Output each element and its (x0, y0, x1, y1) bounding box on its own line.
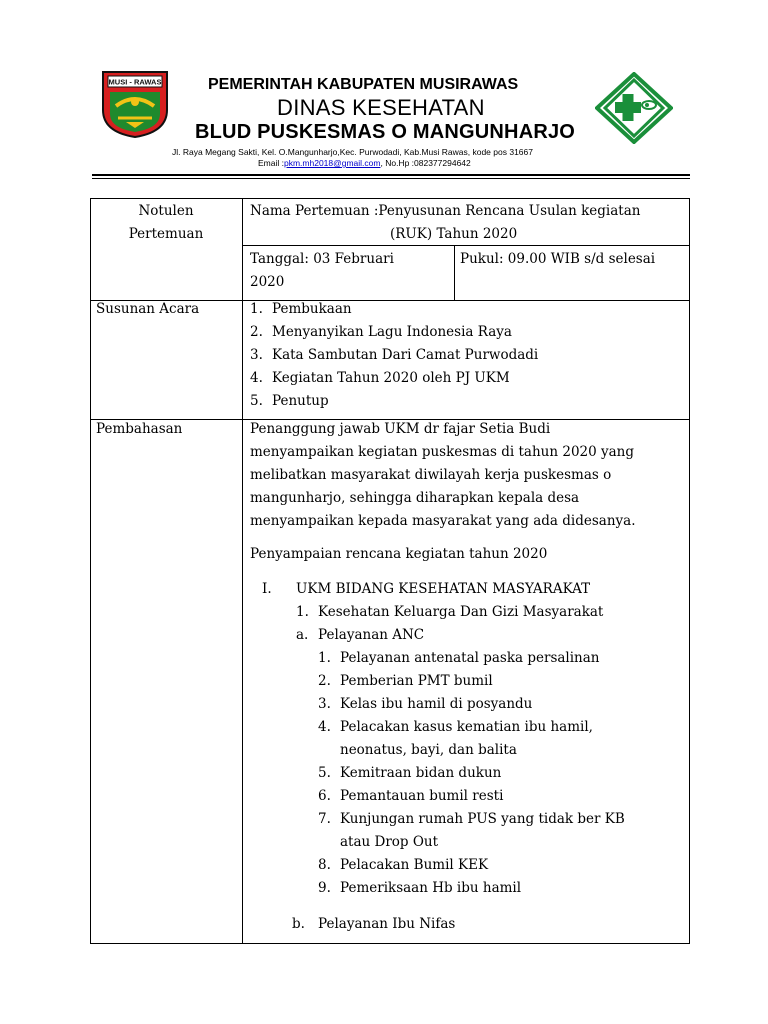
meeting-title-line: (RUK) Tahun 2020 (390, 226, 518, 242)
subsection-number: 1. (296, 604, 309, 620)
anc-item-text: Kemitraan bidan dukun (340, 765, 502, 781)
agenda-list (250, 298, 538, 413)
agenda-item-number: 2. (250, 324, 263, 340)
anc-item (318, 716, 625, 739)
anc-item-text: Pemeriksaan Hb ibu hamil (340, 880, 522, 896)
agenda-item-text: Penutup (272, 393, 329, 409)
discussion-line: menyampaikan kepada masyarakat yang ada didesanya. (250, 513, 636, 529)
agenda-item-number: 4. (250, 370, 263, 386)
anc-item-number: 3. (318, 696, 331, 712)
anc-item (318, 854, 625, 877)
anc-item-text: atau Drop Out (340, 834, 439, 850)
anc-item-text: neonatus, bayi, dan balita (340, 742, 517, 758)
phone-text: , No.Hp :082377294642 (380, 158, 471, 168)
anc-item (318, 762, 625, 785)
meeting-time: Pukul: 09.00 WIB s/d selesai (460, 251, 656, 267)
section-number: I. (262, 581, 272, 597)
header-line-puskesmas: BLUD PUSKESMAS O MANGUNHARJO (195, 121, 576, 143)
section-heading (262, 578, 590, 601)
discussion-line: menyampaikan kegiatan puskesmas di tahun 2020 yang (250, 444, 635, 460)
agenda-item-text: Menyanyikan Lagu Indonesia Raya (272, 324, 512, 340)
table-divider (242, 198, 243, 944)
anc-item (318, 785, 625, 808)
anc-item-text: Kelas ibu hamil di posyandu (340, 696, 533, 712)
discussion-lines (250, 418, 636, 533)
discussion-subheading: Penyampaian rencana kegiatan tahun 2020 (250, 546, 548, 562)
agenda-item (250, 390, 538, 413)
anc-item-text: Pelayanan antenatal paska persalinan (340, 650, 600, 666)
meeting-date (250, 248, 394, 294)
subitem-b-title: Pelayanan Ibu Nifas (318, 916, 456, 932)
subsection-title: Kesehatan Keluarga Dan Gizi Masyarakat (318, 604, 604, 620)
anc-item-number: 1. (318, 650, 331, 666)
header-line-agency: DINAS KESEHATAN (277, 95, 485, 120)
anc-item (318, 693, 625, 716)
header-rule-thick (92, 174, 690, 176)
anc-item-number: 5. (318, 765, 331, 781)
anc-item-number: 6. (318, 788, 331, 804)
anc-item (318, 808, 625, 831)
header-line-government: PEMERINTAH KABUPATEN MUSIRAWAS (208, 76, 519, 93)
anc-item-text: Kunjungan rumah PUS yang tidak ber KB (340, 811, 625, 827)
agenda-item-number: 3. (250, 347, 263, 363)
anc-item-text: Pelacakan kasus kematian ibu hamil, (340, 719, 593, 735)
anc-item-number: 7. (318, 811, 331, 827)
anc-item (318, 647, 625, 670)
email-link[interactable]: pkm.mh2018@gmail.com (283, 158, 381, 168)
anc-item (318, 877, 625, 900)
label-pembahasan: Pembahasan (96, 421, 183, 437)
label-susunan-acara: Susunan Acara (96, 301, 200, 317)
subitem-a-heading (296, 624, 424, 647)
agenda-item-number: 1. (250, 301, 263, 317)
agenda-item-number: 5. (250, 393, 263, 409)
anc-item-text: Pemberian PMT bumil (340, 673, 493, 689)
header-contact (258, 158, 471, 168)
subitem-b-letter: b. (292, 916, 305, 932)
label-line: Pertemuan (128, 226, 204, 242)
label-notulen (90, 200, 242, 246)
musi-rawas-emblem-icon (100, 70, 170, 138)
email-label: Email : (258, 158, 284, 168)
subitem-a-letter: a. (296, 627, 309, 643)
meeting-title (250, 200, 682, 246)
anc-item (318, 831, 625, 854)
anc-items (318, 647, 625, 900)
subitem-a-title: Pelayanan ANC (318, 627, 425, 643)
emblem-banner-text: MUSI - RAWAS (108, 77, 162, 87)
anc-item-number: 8. (318, 857, 331, 873)
discussion-line: Penanggung jawab UKM dr fajar Setia Budi (250, 421, 551, 437)
anc-item-number: 4. (318, 719, 331, 735)
letterhead (0, 0, 768, 180)
date-line: Tanggal: 03 Februari (250, 251, 394, 267)
agenda-item-text: Kata Sambutan Dari Camat Purwodadi (272, 347, 539, 363)
agenda-item (250, 298, 538, 321)
header-address: Jl. Raya Megang Sakti, Kel. O.Mangunharjo,Kec. Purwodadi, Kab.Musi Rawas, kode pos 31667 (172, 147, 533, 157)
meeting-title-line: Nama Pertemuan :Penyusunan Rencana Usulan kegiatan (250, 203, 641, 219)
agenda-item-text: Kegiatan Tahun 2020 oleh PJ UKM (272, 370, 510, 386)
label-line: Notulen (138, 203, 194, 219)
discussion-line: melibatkan masyarakat diwilayah kerja puskesmas o (250, 467, 612, 483)
agenda-item-text: Pembukaan (272, 301, 352, 317)
puskesmas-logo-icon (595, 72, 673, 144)
anc-item (318, 670, 625, 693)
anc-item-text: Pemantauan bumil resti (340, 788, 504, 804)
anc-item-number: 9. (318, 880, 331, 896)
agenda-items (250, 298, 538, 413)
date-line: 2020 (250, 274, 285, 290)
anc-item-number: 2. (318, 673, 331, 689)
agenda-item (250, 344, 538, 367)
discussion-paragraph (250, 418, 636, 533)
agenda-item (250, 321, 538, 344)
subitem-b-heading (292, 913, 455, 936)
subsection-heading (296, 601, 603, 624)
anc-item-text: Pelacakan Bumil KEK (340, 857, 489, 873)
header-rule-thin (92, 178, 690, 179)
anc-list (318, 647, 625, 900)
discussion-line: mangunharjo, sehingga diharapkan kepala desa (250, 490, 580, 506)
section-title: UKM BIDANG KESEHATAN MASYARAKAT (296, 581, 591, 597)
agenda-item (250, 367, 538, 390)
table-divider (454, 245, 455, 300)
anc-item (318, 739, 625, 762)
